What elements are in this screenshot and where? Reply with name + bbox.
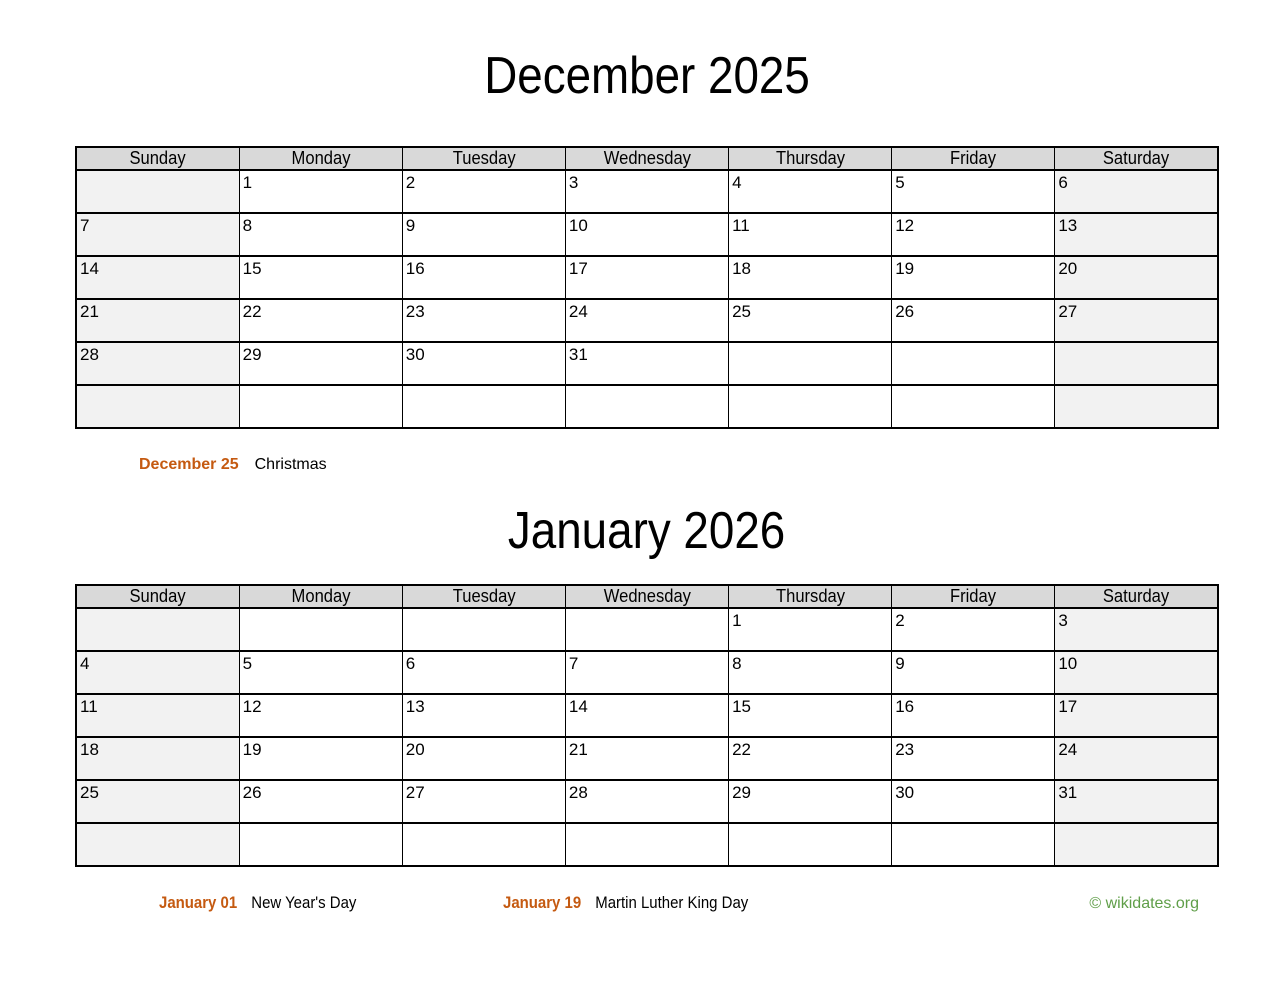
day-cell: 15	[729, 694, 892, 737]
day-cell: 8	[239, 213, 402, 256]
day-cell: 12	[892, 213, 1055, 256]
day-header	[729, 147, 892, 170]
holiday-note	[139, 455, 327, 475]
week-row	[76, 342, 1218, 385]
day-cell: 7	[76, 213, 239, 256]
day-cell: 30	[402, 342, 565, 385]
month-section	[75, 48, 1219, 475]
day-cell: 3	[565, 170, 728, 213]
day-header	[1055, 585, 1218, 608]
day-cell: 13	[1055, 213, 1218, 256]
month-title	[75, 48, 1219, 104]
day-cell: 22	[239, 299, 402, 342]
holiday-notes-row	[159, 893, 1199, 914]
day-cell: 19	[892, 256, 1055, 299]
month-title	[75, 503, 1219, 559]
day-cell: 23	[892, 737, 1055, 780]
month-table	[75, 146, 1219, 429]
day-cell: 4	[729, 170, 892, 213]
week-row	[76, 213, 1218, 256]
day-cell: 7	[565, 651, 728, 694]
day-cell: 14	[76, 256, 239, 299]
day-header-label: Sunday	[129, 586, 186, 606]
day-cell: 21	[76, 299, 239, 342]
day-header-label: Friday	[950, 148, 997, 168]
day-cell	[76, 823, 239, 866]
day-cell: 24	[565, 299, 728, 342]
day-cell: 24	[1055, 737, 1218, 780]
day-cell: 3	[1055, 608, 1218, 651]
day-header-label: Saturday	[1103, 148, 1170, 168]
day-cell	[565, 385, 728, 428]
day-cell: 2	[892, 608, 1055, 651]
day-cell	[729, 385, 892, 428]
holiday-date: January 19	[503, 893, 582, 912]
day-cell: 18	[76, 737, 239, 780]
day-header	[239, 147, 402, 170]
day-cell: 6	[1055, 170, 1218, 213]
day-cell: 28	[565, 780, 728, 823]
day-cell: 5	[892, 170, 1055, 213]
day-cell: 9	[892, 651, 1055, 694]
day-cell	[402, 823, 565, 866]
day-cell: 27	[1055, 299, 1218, 342]
day-cell: 17	[1055, 694, 1218, 737]
day-cell: 2	[402, 170, 565, 213]
day-header	[892, 585, 1055, 608]
day-cell	[76, 608, 239, 651]
day-cell	[729, 823, 892, 866]
month-title-text: December 2025	[484, 47, 810, 105]
day-header	[76, 147, 239, 170]
day-cell: 20	[402, 737, 565, 780]
day-cell: 11	[729, 213, 892, 256]
day-cell: 26	[892, 299, 1055, 342]
day-cell: 14	[565, 694, 728, 737]
day-cell	[1055, 823, 1218, 866]
day-header-label: Tuesday	[452, 586, 516, 606]
day-cell: 1	[239, 170, 402, 213]
week-row	[76, 256, 1218, 299]
week-row	[76, 651, 1218, 694]
day-header	[76, 585, 239, 608]
day-cell: 25	[729, 299, 892, 342]
day-cell	[239, 823, 402, 866]
day-cell: 4	[76, 651, 239, 694]
day-cell: 15	[239, 256, 402, 299]
day-cell: 25	[76, 780, 239, 823]
day-cell	[565, 823, 728, 866]
week-row	[76, 299, 1218, 342]
day-cell: 9	[402, 213, 565, 256]
day-cell: 13	[402, 694, 565, 737]
day-cell: 28	[76, 342, 239, 385]
day-cell: 10	[1055, 651, 1218, 694]
day-cell	[76, 385, 239, 428]
day-cell	[239, 385, 402, 428]
holiday-date: December 25	[139, 456, 239, 473]
day-header	[729, 585, 892, 608]
day-header-row	[76, 585, 1218, 608]
holiday-name: New Year's Day	[251, 893, 357, 912]
holiday-note	[159, 893, 356, 913]
day-cell: 10	[565, 213, 728, 256]
day-cell	[892, 823, 1055, 866]
day-cell	[402, 385, 565, 428]
day-cell: 18	[729, 256, 892, 299]
day-cell	[892, 385, 1055, 428]
day-cell: 5	[239, 651, 402, 694]
holiday-notes-row	[139, 455, 1219, 475]
months-root	[75, 48, 1219, 914]
holiday-date: January 01	[159, 893, 238, 912]
day-cell: 16	[402, 256, 565, 299]
day-header	[402, 147, 565, 170]
day-cell	[1055, 342, 1218, 385]
day-header	[565, 585, 728, 608]
day-cell	[76, 170, 239, 213]
day-cell: 26	[239, 780, 402, 823]
day-cell: 31	[565, 342, 728, 385]
day-cell	[892, 342, 1055, 385]
day-cell: 31	[1055, 780, 1218, 823]
week-row	[76, 385, 1218, 428]
week-row	[76, 737, 1218, 780]
day-header-label: Thursday	[775, 148, 845, 168]
day-header-label: Wednesday	[603, 586, 691, 606]
day-cell: 29	[729, 780, 892, 823]
holiday-name: Martin Luther King Day	[595, 893, 749, 912]
day-cell: 27	[402, 780, 565, 823]
day-cell: 12	[239, 694, 402, 737]
day-header	[1055, 147, 1218, 170]
week-row	[76, 780, 1218, 823]
month-title-text: January 2026	[508, 502, 786, 560]
day-header-label: Monday	[291, 586, 351, 606]
day-cell	[565, 608, 728, 651]
day-cell: 8	[729, 651, 892, 694]
holiday-note	[503, 893, 748, 913]
day-cell: 16	[892, 694, 1055, 737]
week-row	[76, 694, 1218, 737]
wikidates-credit: © wikidates.org	[1089, 895, 1199, 912]
week-row	[76, 170, 1218, 213]
day-cell	[729, 342, 892, 385]
day-cell: 30	[892, 780, 1055, 823]
day-cell: 29	[239, 342, 402, 385]
day-header	[402, 585, 565, 608]
calendar-page	[75, 48, 1219, 914]
week-row	[76, 608, 1218, 651]
day-header-label: Tuesday	[452, 148, 516, 168]
day-cell: 6	[402, 651, 565, 694]
day-cell	[239, 608, 402, 651]
day-cell: 20	[1055, 256, 1218, 299]
day-header-label: Thursday	[775, 586, 845, 606]
holiday-name: Christmas	[254, 456, 327, 473]
month-section	[75, 503, 1219, 914]
day-cell: 23	[402, 299, 565, 342]
day-cell: 21	[565, 737, 728, 780]
day-cell	[1055, 385, 1218, 428]
day-header-label: Wednesday	[603, 148, 691, 168]
week-row	[76, 823, 1218, 866]
day-header	[239, 585, 402, 608]
day-header-label: Monday	[291, 148, 351, 168]
day-cell: 22	[729, 737, 892, 780]
day-header-label: Friday	[950, 586, 997, 606]
day-cell: 11	[76, 694, 239, 737]
day-header-label: Sunday	[129, 148, 186, 168]
day-cell: 17	[565, 256, 728, 299]
day-cell	[402, 608, 565, 651]
day-cell: 19	[239, 737, 402, 780]
month-table	[75, 584, 1219, 867]
day-header-label: Saturday	[1103, 586, 1170, 606]
day-header	[892, 147, 1055, 170]
day-cell: 1	[729, 608, 892, 651]
day-header	[565, 147, 728, 170]
day-header-row	[76, 147, 1218, 170]
